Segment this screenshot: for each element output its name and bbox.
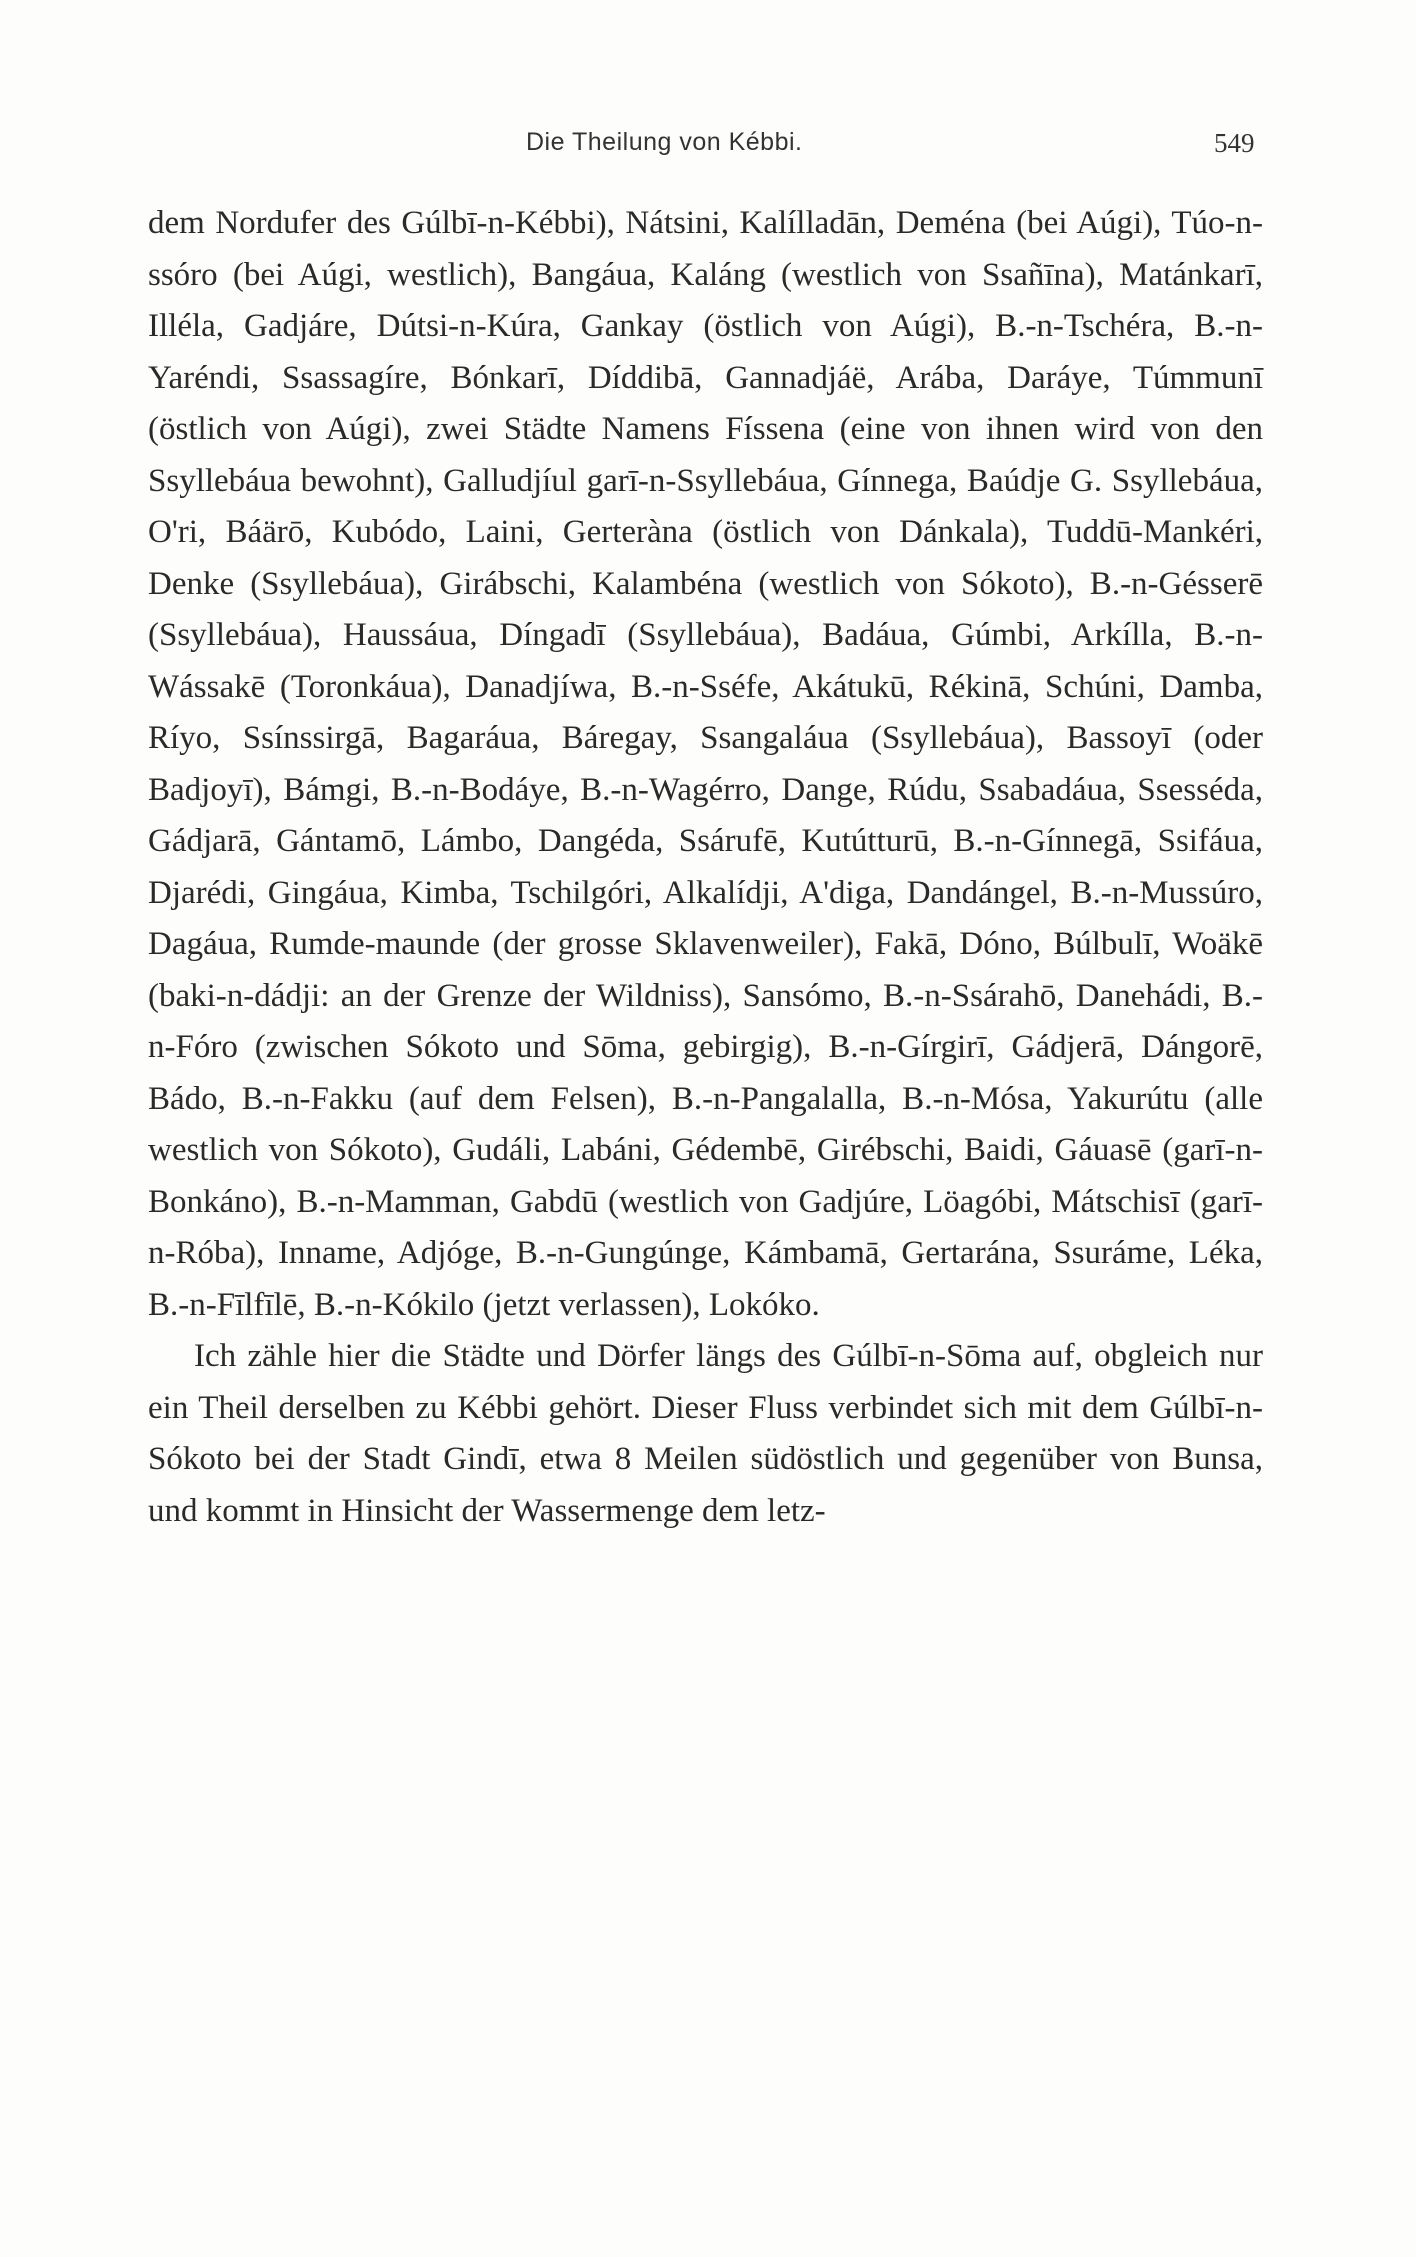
running-title: Die Theilung von Kébbi. [526,128,803,156]
paragraph-town-list: dem Nordufer des Gúlbī-n-Kébbi), Nátsini, Kalílladān, Deména (bei Aúgi), Túo-n-ssóro (bei Aúgi, westlich), Bangáua, Kaláng (westlich von Ssañīna), Matánkarī, Illéla, Gadjáre, Dútsi-n-Kúra, Gankay (östlich von Aúgi), B.-n-Tschéra, B.-n-Yaréndi, Ssassagíre, Bónkarī, Díddibā, Gannadjáë, Arába, Daráye, Túmmunī (östlich von Aúgi), zwei Städte Namens Físsena (eine von ihnen wird von den Ssyllebáua bewohnt), Galludjíul garī-n-Ssyllebáua, Gínnega, Baúdje G. Ssyllebáua, O'ri, Báärō, Kubódo, Laini, Gerteràna (östlich von Dánkala), Tuddū-Mankéri, Denke (Ssyllebáua), Girábschi, Kalambéna (westlich von Sókoto), B.-n-Gésserē (Ssyllebáua), Haussáua, Díngadī (Ssyllebáua), Badáua, Gúmbi, Arkílla, B.-n-Wássakē (Toronkáua), Danadjíwa, B.-n-Sséfe, Akátukū, Rékinā, Schúni, Damba, Ríyo, Ssínssirgā, Bagaráua, Báregay, Ssangaláua (Ssyllebáua), Bassoyī (oder Badjoyī), Bámgi, B.-n-Bodáye, B.-n-Wagérro, Dange, Rúdu, Ssabadáua, Ssesséda, Gádjarā, Gántamō, Lámbo, Dangéda, Ssárufē, Kutútturū, B.-n-Gínnegā, Ssifáua, Djarédi, Gingáua, Kimba, Tschilgóri, Alkalídji, A'diga, Dandángel, B.-n-Mussúro, Dagáua, Rumde-maunde (der grosse Sklavenweiler), Fakā, Dóno, Búlbulī, Woäkē (baki-n-dádji: an der Grenze der Wildniss), Sansómo, B.-n-Ssárahō, Danehádi, B.-n-Fóro (zwischen Sókoto und Sōma, gebirgig), B.-n-Gírgirī, Gádjerā, Dángorē, Bádo, B.-n-Fakku (auf dem Felsen), B.-n-Pangalalla, B.-n-Mósa, Yakurútu (alle westlich von Sókoto), Gudáli, Labáni, Gédembē, Girébschi, Baidi, Gáuasē (garī-n-Bonkáno), B.-n-Mamman, Gabdū (westlich von Gadjúre, Löagóbi, Mátschisī (garī-n-Róba), Inname, Adjóge, B.-n-Gungúnge, Kámbamā, Gertarána, Ssuráme, Léka, B.-n-Fīlfīlē, B.-n-Kókilo (jetzt verlassen), Lokóko. [148,205,1263,1323]
page-number: 549 [1214,128,1255,158]
page-header [0,128,1416,168]
paragraph-gulbi-soma: Ich zähle hier die Städte und Dörfer längs des Gúlbī-n-Sōma auf, obgleich nur ein Theil derselben zu Kébbi gehört. Dieser Fluss verbindet sich mit dem Gúlbī-n-Sókoto bei der Stadt Gindī, etwa 8 Meilen südöstlich und gegenüber von Bunsa, und kommt in Hinsicht der Wassermenge dem letz- [148,1338,1263,1529]
body-text [148,198,1263,1537]
